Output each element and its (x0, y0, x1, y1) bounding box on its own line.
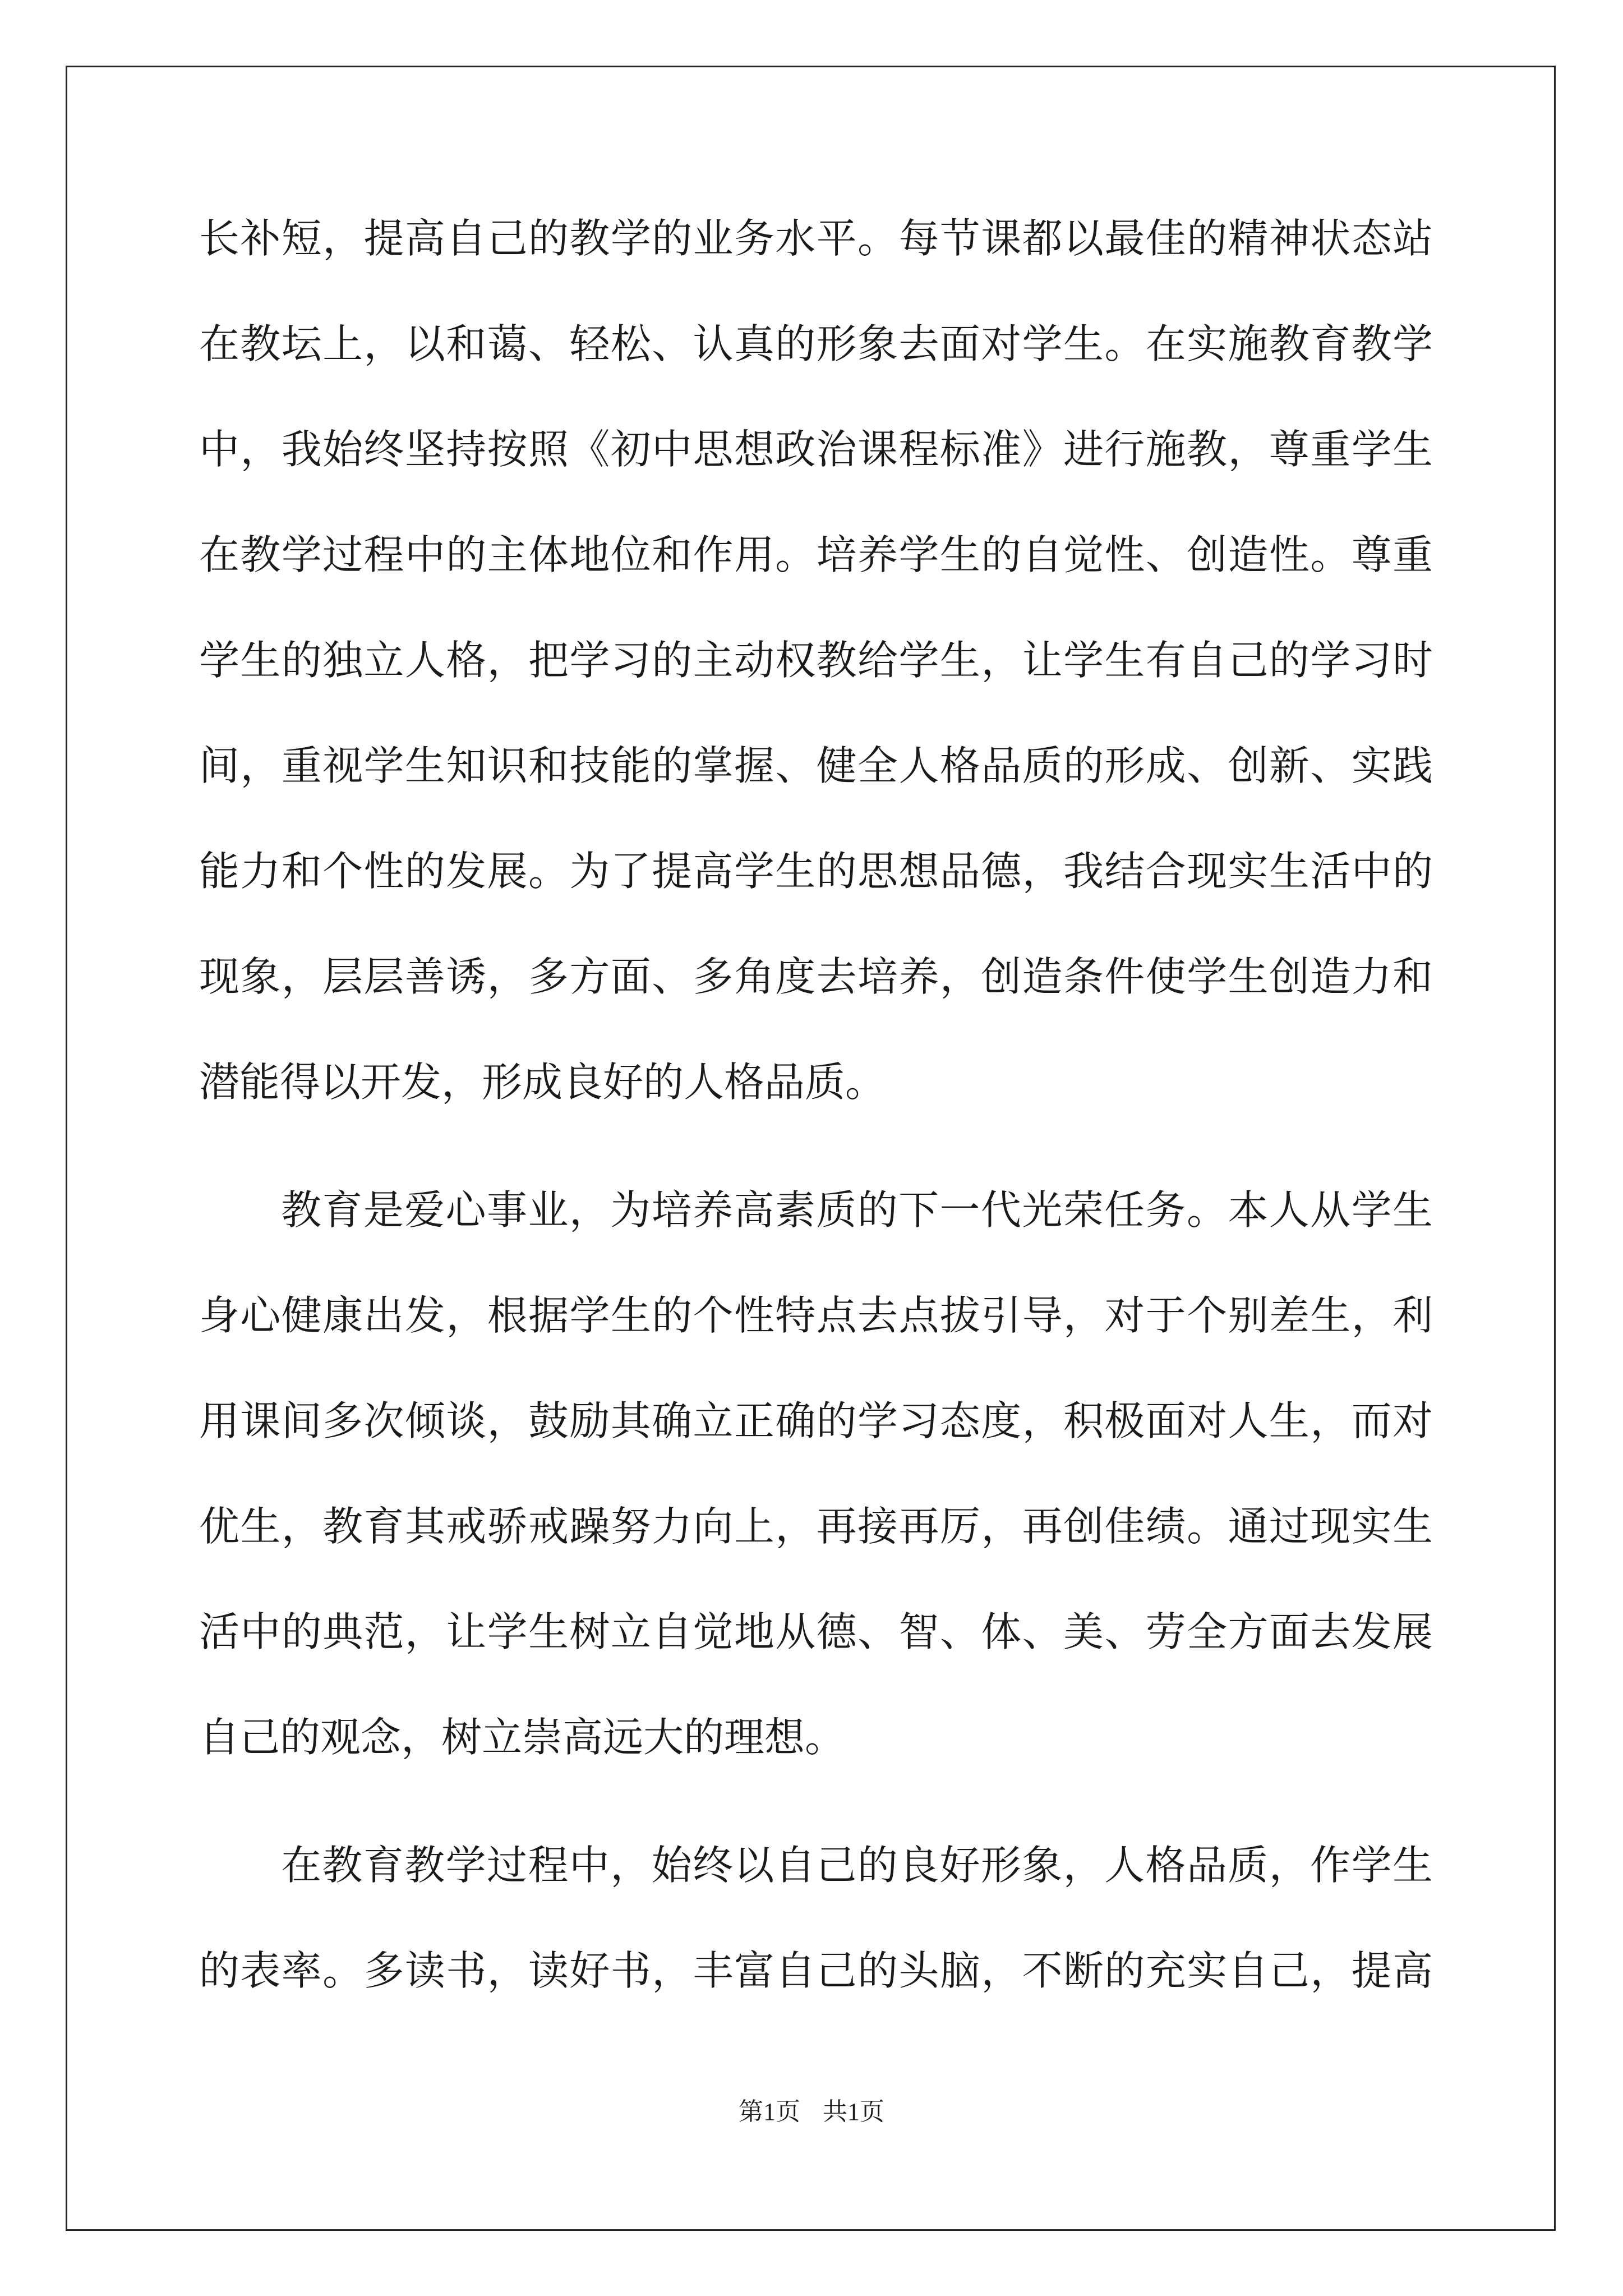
paragraph-spacer (199, 1809, 1433, 1832)
paragraph-1-line-8: 现象，层层善诱，多方面、多角度去培养，创造条件使学生创造力和 (199, 953, 1433, 1000)
paragraph-1-line-2: 在教坛上，以和蔼、轻松、认真的形象去面对学生。在实施教育教学 (199, 320, 1433, 367)
paragraph-1-line-3: 中，我始终坚持按照《初中思想政治课程标准》进行施教，尊重学生 (199, 426, 1433, 473)
paragraph-2-line-2: 身心健康出发，根据学生的个性特点去点拔引导，对于个别差生，利 (199, 1292, 1433, 1339)
paragraph-2-line-6: 自己的观念，树立崇高远大的理想。 (199, 1714, 846, 1761)
page-number-current: 第1页 (739, 2098, 800, 2125)
page-number-total: 共1页 (823, 2098, 884, 2125)
document-body (199, 205, 1433, 2042)
paragraph-2-line-1: 教育是爱心事业，为培养高素质的下一代光荣任务。本人从学生 (281, 1186, 1433, 1234)
paragraph-1-line-5: 学生的独立人格，把学习的主动权教给学生，让学生有自己的学习时 (199, 637, 1433, 684)
paragraph-1-line-6: 间，重视学生知识和技能的掌握、健全人格品质的形成、创新、实践 (199, 742, 1433, 789)
paragraph-1-line-1: 长补短，提高自己的教学的业务水平。每节课都以最佳的精神状态站 (199, 215, 1433, 262)
paragraph-3-line-1: 在教育教学过程中，始终以自己的良好形象，人格品质，作学生 (281, 1842, 1433, 1889)
paragraph-2-line-5: 活中的典范，让学生树立自觉地从德、智、体、美、劳全方面去发展 (199, 1608, 1433, 1655)
paragraph-1-line-4: 在教学过程中的主体地位和作用。培养学生的自觉性、创造性。尊重 (199, 531, 1433, 578)
paragraph-1-line-9: 潜能得以开发，形成良好的人格品质。 (199, 1059, 886, 1106)
page-footer (0, 2095, 1623, 2129)
paragraph-3-line-2: 的表率。多读书，读好书，丰富自己的头脑，不断的充实自己，提高 (199, 1947, 1433, 1994)
paragraph-spacer (199, 1154, 1433, 1176)
paragraph-2-line-4: 优生，教育其戒骄戒躁努力向上，再接再厉，再创佳绩。通过现实生 (199, 1503, 1433, 1550)
paragraph-2-line-3: 用课间多次倾谈，鼓励其确立正确的学习态度，积极面对人生，而对 (199, 1397, 1433, 1444)
paragraph-1-line-7: 能力和个性的发展。为了提高学生的思想品德，我结合现实生活中的 (199, 848, 1433, 895)
